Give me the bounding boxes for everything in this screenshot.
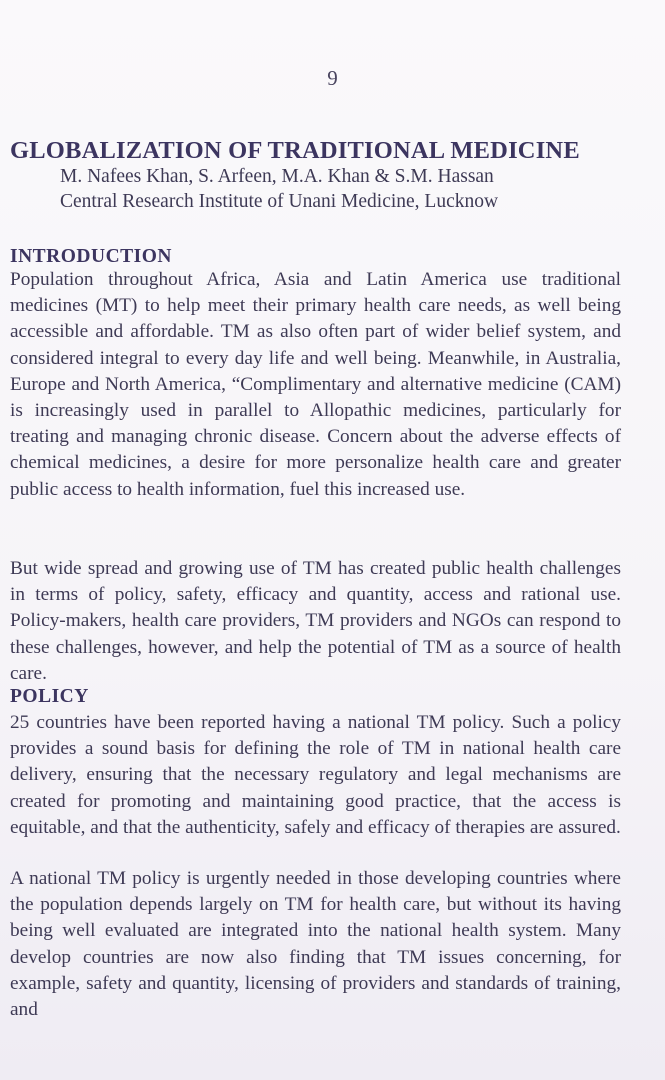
article-title: GLOBALIZATION OF TRADITIONAL MEDICINE xyxy=(10,137,580,164)
author-list: M. Nafees Khan, S. Arfeen, M.A. Khan & S.M. Hassan xyxy=(60,166,494,187)
affiliation: Central Research Institute of Unani Medicine, Lucknow xyxy=(60,191,499,212)
paragraph-introduction-1: Population throughout Africa, Asia and Latin America use traditional medicines (MT) to help meet their primary health care needs, as well being accessible and affordable. TM as also often part of wider belief system, and considered integral to every day life and well being. Meanwhile, in Australia, Europe and North America, “Complimentary and alternative medicine (CAM) is increasingly used in parallel to Allopathic medicines, particularly for treating and managing chronic disease. Concern about the adverse effects of chemical medicines, a desire for more personalize health care and greater public access to health information, fuel this increased use. xyxy=(10,269,621,500)
section-heading-introduction: INTRODUCTION xyxy=(10,246,173,267)
section-heading-policy: POLICY xyxy=(10,686,89,707)
paragraph-policy-2: A national TM policy is urgently needed in those developing countries where the population depends largely on TM for health care, but without its having being well evaluated are integrated into the national health system. Many develop countries are now also finding that TM issues concerning, for example, safety and quantity, licensing of providers and standards of training, and xyxy=(10,868,621,1021)
page-number: 9 xyxy=(327,66,338,90)
paragraph-introduction-2: But wide spread and growing use of TM has created public health challenges in terms of policy, safety, efficacy and quantity, access and rational use. Policy-makers, health care providers, TM providers and NGOs can respond to these challenges, however, and help the potential of TM as a source of health care. xyxy=(10,558,621,684)
paragraph-policy-1: 25 countries have been reported having a national TM policy. Such a policy provides a sound basis for defining the role of TM in national health care delivery, ensuring that the necessary regulatory and legal mechanisms are created for promoting and maintaining good practice, that the access is equitable, and that the authenticity, safely and efficacy of therapies are assured. xyxy=(10,712,621,838)
